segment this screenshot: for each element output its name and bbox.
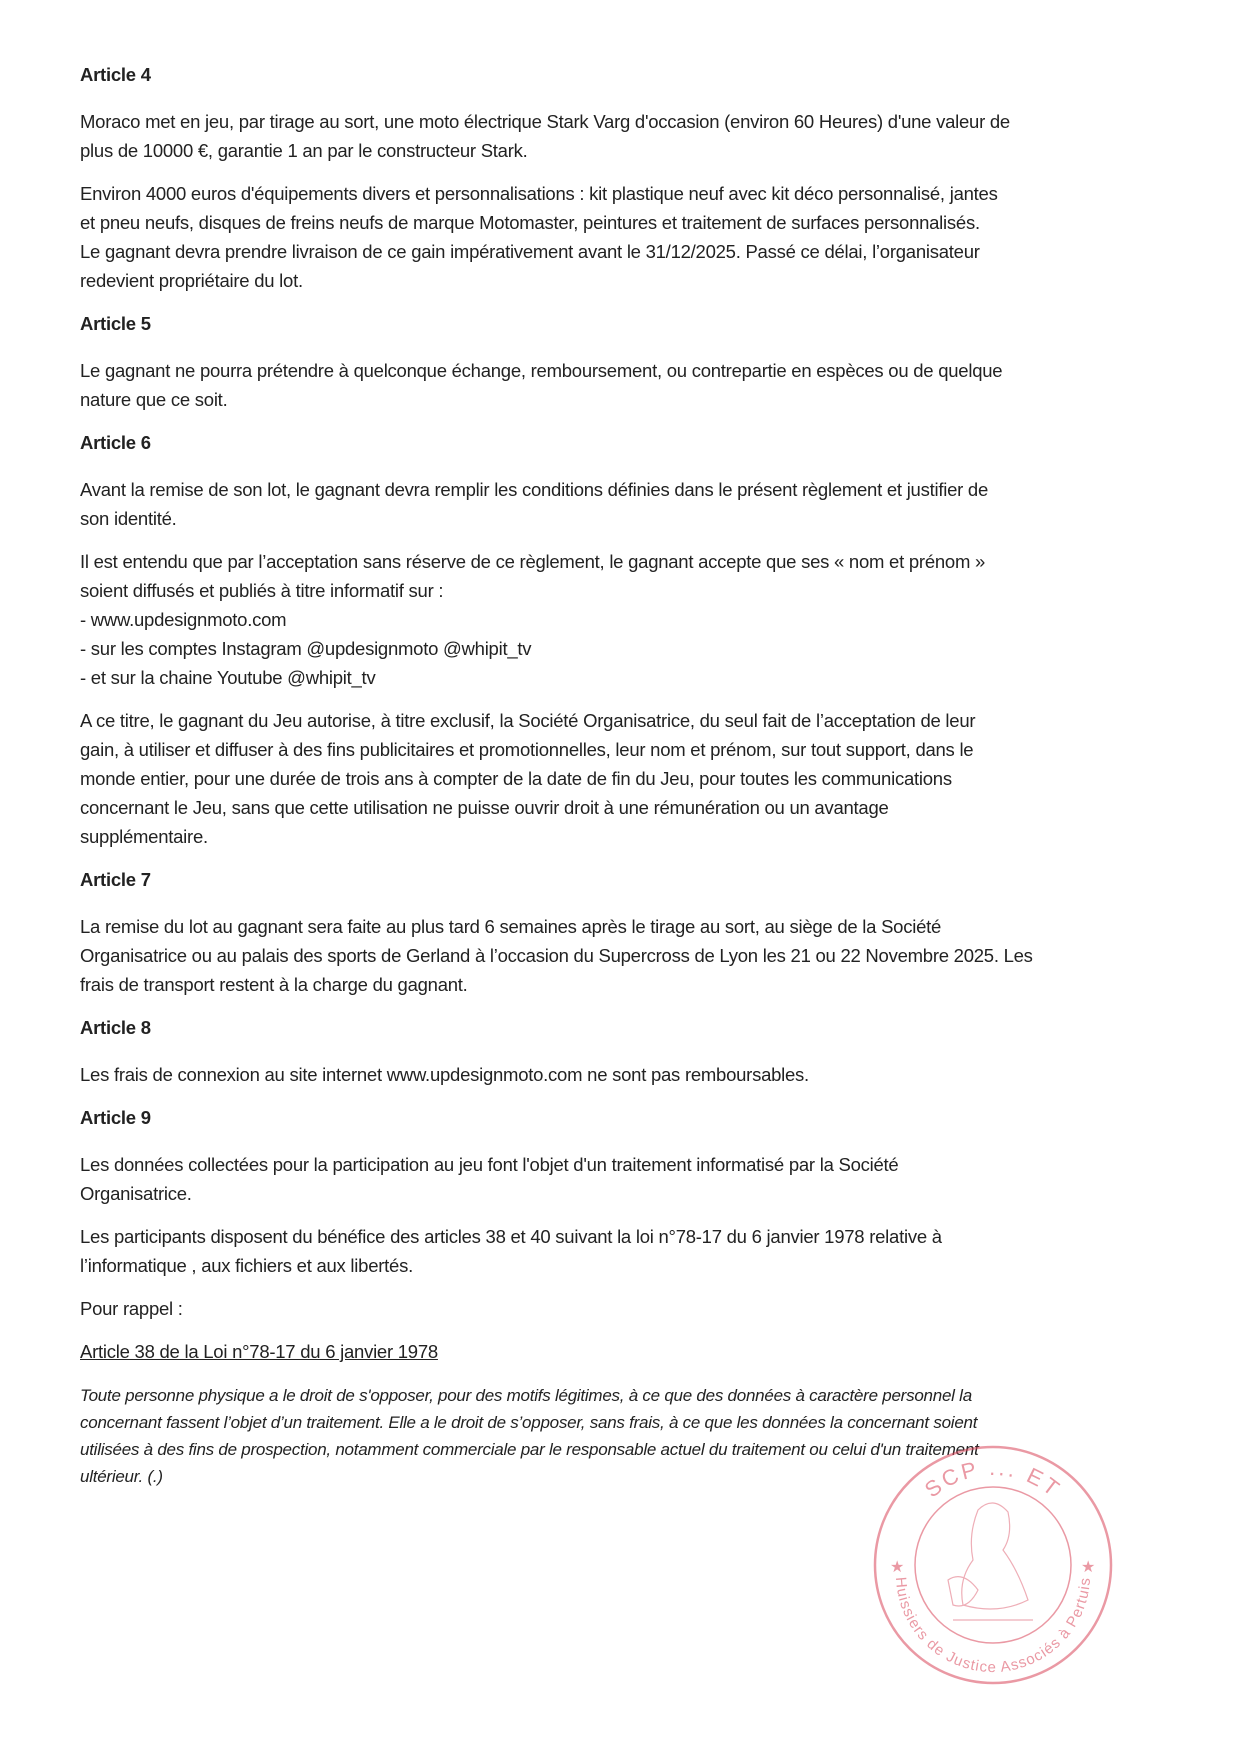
text-line: monde entier, pour une durée de trois ans à compter de la date de fin du Jeu, pour toutes les communications [80,768,952,789]
list-item-youtube: - et sur la chaine Youtube @whipit_tv [80,667,376,688]
text-line: redevient propriétaire du lot. [80,270,303,291]
marianne-figure-icon [948,1503,1033,1620]
text-line: plus de 10000 €, garantie 1 an par le constructeur Stark. [80,140,528,161]
quote-line: Toute personne physique a le droit de s'opposer, pour des motifs légitimes, à ce que des données à caractère personnel la [80,1386,972,1405]
text-line: Le gagnant devra prendre livraison de ce gain impérativement avant le 31/12/2025. Passé ce délai, l’organisateur [80,241,980,262]
article-5 [80,309,1180,414]
text-line: Organisatrice ou au palais des sports de Gerland à l’occasion du Supercross de Lyon les 21 ou 22 Novembre 2025. Les [80,945,1033,966]
list-item-instagram: - sur les comptes Instagram @updesignmoto @whipit_tv [80,638,532,659]
stamp-top-text: SCP ... ET [919,1454,1067,1503]
article-paragraph [80,356,1180,414]
stamp-star-icon: ★ [890,1559,905,1576]
list-item-website: - www.updesignmoto.com [80,609,287,630]
article-paragraph [80,1222,1180,1280]
text-line: gain, à utiliser et diffuser à des fins publicitaires et promotionnelles, leur nom et prénom, sur tout support, dans le [80,739,974,760]
text-line: l’informatique , aux fichiers et aux libertés. [80,1255,413,1276]
text-line: A ce titre, le gagnant du Jeu autorise, à titre exclusif, la Société Organisatrice, du seul fait de l’acceptation de leur [80,710,976,731]
text-line: nature que ce soit. [80,389,228,410]
article-4 [80,60,1180,295]
text-line: et pneu neufs, disques de freins neufs de marque Motomaster, peintures et traitement de surfaces personnalisés. [80,212,980,233]
article-paragraph [80,475,1180,533]
law-quote [80,1382,1180,1490]
article-paragraph [80,1060,1180,1089]
law-reference-title: Article 38 de la Loi n°78-17 du 6 janvier 1978 [80,1341,438,1362]
text-line: frais de transport restent à la charge du gagnant. [80,974,468,995]
text-line: Pour rappel : [80,1298,183,1319]
article-heading: Article 6 [80,432,151,453]
quote-line: utilisées à des fins de prospection, notamment commerciale par le responsable actuel du traitement ou celui d'un traitement [80,1440,979,1459]
text-line: soient diffusés et publiés à titre informatif sur : [80,580,444,601]
article-heading: Article 7 [80,869,151,890]
text-line: Environ 4000 euros d'équipements divers et personnalisations : kit plastique neuf avec kit déco personnalisé, jantes [80,183,998,204]
quote-line: ultérieur. (.) [80,1467,163,1486]
article-heading: Article 8 [80,1017,151,1038]
text-line: La remise du lot au gagnant sera faite au plus tard 6 semaines après le tirage au sort, au siège de la Société [80,916,942,937]
article-heading: Article 5 [80,313,151,334]
stamp-star-icon: ★ [1081,1559,1096,1576]
quote-line: concernant fassent l’objet d’un traitement. Elle a le droit de s’opposer, sans frais, à ce que les données la concernant soient [80,1413,978,1432]
article-paragraph [80,107,1180,165]
article-9 [80,1103,1180,1323]
text-line: Le gagnant ne pourra prétendre à quelconque échange, remboursement, ou contrepartie en espèces ou de quelque [80,360,1003,381]
article-paragraph [80,1150,1180,1208]
article-paragraph [80,179,1180,295]
article-6 [80,428,1180,851]
text-line: Moraco met en jeu, par tirage au sort, une moto électrique Stark Varg d'occasion (environ 60 Heures) d'une valeur de [80,111,1010,132]
text-line: Les frais de connexion au site internet www.updesignmoto.com ne sont pas remboursables. [80,1064,809,1085]
article-8 [80,1013,1180,1089]
text-line: supplémentaire. [80,826,208,847]
article-heading: Article 9 [80,1107,151,1128]
text-line: concernant le Jeu, sans que cette utilisation ne puisse ouvrir droit à une rémunération ou un avantage [80,797,889,818]
text-line: Avant la remise de son lot, le gagnant devra remplir les conditions définies dans le présent règlement et justifier de [80,479,989,500]
article-heading: Article 4 [80,64,151,85]
document-page [80,60,1180,1490]
article-paragraph [80,547,1180,692]
article-paragraph [80,706,1180,851]
article-paragraph [80,912,1180,999]
law-reference [80,1337,1180,1490]
text-line: Organisatrice. [80,1183,192,1204]
text-line: Les participants disposent du bénéfice des articles 38 et 40 suivant la loi n°78-17 du 6 janvier 1978 relative à [80,1226,942,1247]
stamp-bottom-text: Huissiers de Justice Associés à Pertuis [891,1576,1095,1677]
text-line: son identité. [80,508,177,529]
article-paragraph [80,1294,1180,1323]
article-7 [80,865,1180,999]
text-line: Il est entendu que par l’acceptation sans réserve de ce règlement, le gagnant accepte que ses « nom et prénom » [80,551,986,572]
text-line: Les données collectées pour la participation au jeu font l'objet d'un traitement informatisé par la Société [80,1154,899,1175]
